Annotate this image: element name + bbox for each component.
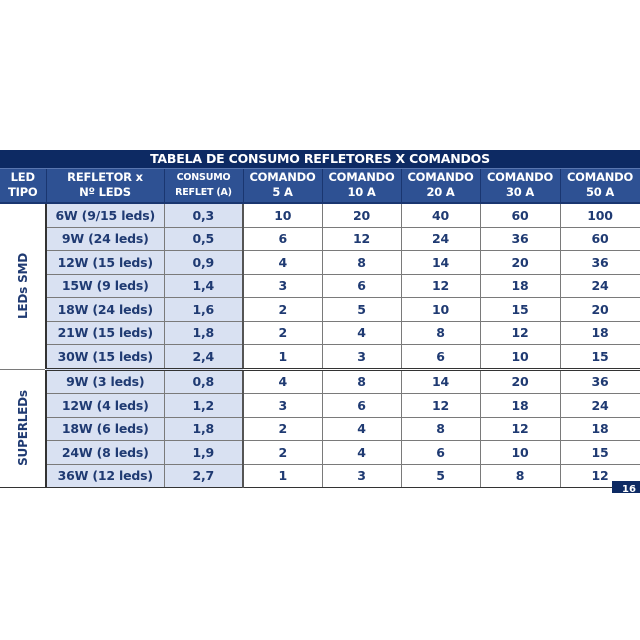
comando-20a-cell: 10 bbox=[401, 298, 480, 322]
comando-50a-cell: 15 bbox=[560, 345, 640, 370]
refletor-cell: 6W (9/15 leds) bbox=[46, 203, 164, 227]
comando-20a-cell: 40 bbox=[401, 203, 480, 227]
comando-10a-cell: 4 bbox=[322, 441, 401, 465]
comando-30a-cell: 12 bbox=[480, 321, 560, 345]
comando-30a-cell: 15 bbox=[480, 298, 560, 322]
refletor-cell: 36W (12 leds) bbox=[46, 464, 164, 488]
comando-50a-cell: 15 bbox=[560, 441, 640, 465]
refletor-cell: 15W (9 leds) bbox=[46, 274, 164, 298]
comando-5a-cell: 10 bbox=[243, 203, 322, 227]
consumo-cell: 1,9 bbox=[164, 441, 243, 465]
group-type-label: SUPERLEDs bbox=[15, 390, 30, 467]
comando-10a-cell: 4 bbox=[322, 417, 401, 441]
header-consumo: CONSUMO REFLET (A) bbox=[164, 169, 243, 203]
comando-30a-cell: 20 bbox=[480, 251, 560, 275]
table-title: TABELA DE CONSUMO REFLETORES X COMANDOS bbox=[0, 150, 640, 169]
table-row bbox=[0, 394, 640, 418]
table-row bbox=[0, 321, 640, 345]
comando-20a-cell: 12 bbox=[401, 274, 480, 298]
comando-20a-cell: 6 bbox=[401, 345, 480, 370]
refletor-cell: 24W (8 leds) bbox=[46, 441, 164, 465]
header-comando-10a: COMANDO 10 A bbox=[322, 169, 401, 203]
comando-10a-cell: 6 bbox=[322, 274, 401, 298]
comando-10a-cell: 3 bbox=[322, 345, 401, 370]
comando-30a-cell: 18 bbox=[480, 394, 560, 418]
comando-10a-cell: 8 bbox=[322, 251, 401, 275]
table-row bbox=[0, 369, 640, 394]
comando-30a-cell: 18 bbox=[480, 274, 560, 298]
table-row bbox=[0, 417, 640, 441]
comando-20a-cell: 5 bbox=[401, 464, 480, 488]
consumo-cell: 1,4 bbox=[164, 274, 243, 298]
consumo-cell: 0,5 bbox=[164, 227, 243, 251]
comando-30a-cell: 20 bbox=[480, 369, 560, 394]
refletor-cell: 9W (3 leds) bbox=[46, 369, 164, 394]
header-comando-20a: COMANDO 20 A bbox=[401, 169, 480, 203]
comando-5a-cell: 2 bbox=[243, 441, 322, 465]
comando-10a-cell: 4 bbox=[322, 321, 401, 345]
table-row bbox=[0, 464, 640, 488]
consumption-table-container bbox=[0, 150, 640, 488]
consumption-table bbox=[0, 169, 640, 488]
consumo-cell: 0,3 bbox=[164, 203, 243, 227]
comando-20a-cell: 24 bbox=[401, 227, 480, 251]
consumo-cell: 0,8 bbox=[164, 369, 243, 394]
comando-20a-cell: 14 bbox=[401, 251, 480, 275]
table-row bbox=[0, 274, 640, 298]
comando-20a-cell: 14 bbox=[401, 369, 480, 394]
comando-10a-cell: 8 bbox=[322, 369, 401, 394]
comando-20a-cell: 6 bbox=[401, 441, 480, 465]
comando-50a-cell: 18 bbox=[560, 321, 640, 345]
consumo-cell: 1,2 bbox=[164, 394, 243, 418]
comando-5a-cell: 2 bbox=[243, 321, 322, 345]
comando-5a-cell: 1 bbox=[243, 464, 322, 488]
comando-10a-cell: 3 bbox=[322, 464, 401, 488]
table-row bbox=[0, 441, 640, 465]
comando-5a-cell: 6 bbox=[243, 227, 322, 251]
comando-50a-cell: 100 bbox=[560, 203, 640, 227]
comando-5a-cell: 3 bbox=[243, 274, 322, 298]
comando-5a-cell: 4 bbox=[243, 369, 322, 394]
table-row bbox=[0, 251, 640, 275]
comando-50a-cell: 20 bbox=[560, 298, 640, 322]
header-row bbox=[0, 169, 640, 203]
comando-50a-cell: 36 bbox=[560, 369, 640, 394]
comando-20a-cell: 12 bbox=[401, 394, 480, 418]
comando-50a-cell: 12 bbox=[560, 464, 640, 488]
comando-10a-cell: 6 bbox=[322, 394, 401, 418]
refletor-cell: 30W (15 leds) bbox=[46, 345, 164, 370]
consumo-cell: 1,8 bbox=[164, 417, 243, 441]
group-type-label: LEDs SMD bbox=[15, 253, 30, 320]
table-row bbox=[0, 298, 640, 322]
group-type-cell bbox=[0, 369, 46, 488]
comando-20a-cell: 8 bbox=[401, 417, 480, 441]
comando-50a-cell: 60 bbox=[560, 227, 640, 251]
consumo-cell: 2,4 bbox=[164, 345, 243, 370]
comando-30a-cell: 60 bbox=[480, 203, 560, 227]
comando-30a-cell: 8 bbox=[480, 464, 560, 488]
comando-30a-cell: 12 bbox=[480, 417, 560, 441]
comando-5a-cell: 1 bbox=[243, 345, 322, 370]
comando-10a-cell: 20 bbox=[322, 203, 401, 227]
refletor-cell: 21W (15 leds) bbox=[46, 321, 164, 345]
group-type-cell bbox=[0, 203, 46, 369]
comando-30a-cell: 10 bbox=[480, 441, 560, 465]
refletor-cell: 9W (24 leds) bbox=[46, 227, 164, 251]
consumo-cell: 0,9 bbox=[164, 251, 243, 275]
header-comando-5a: COMANDO 5 A bbox=[243, 169, 322, 203]
comando-5a-cell: 2 bbox=[243, 298, 322, 322]
header-comando-30a: COMANDO 30 A bbox=[480, 169, 560, 203]
header-comando-50a: COMANDO 50 A bbox=[560, 169, 640, 203]
header-led-tipo: LED TIPO bbox=[0, 169, 46, 203]
comando-5a-cell: 2 bbox=[243, 417, 322, 441]
consumo-cell: 1,8 bbox=[164, 321, 243, 345]
table-row bbox=[0, 227, 640, 251]
comando-30a-cell: 10 bbox=[480, 345, 560, 370]
refletor-cell: 12W (15 leds) bbox=[46, 251, 164, 275]
consumo-cell: 2,7 bbox=[164, 464, 243, 488]
table-row bbox=[0, 345, 640, 370]
comando-30a-cell: 36 bbox=[480, 227, 560, 251]
refletor-cell: 12W (4 leds) bbox=[46, 394, 164, 418]
comando-5a-cell: 4 bbox=[243, 251, 322, 275]
comando-20a-cell: 8 bbox=[401, 321, 480, 345]
comando-50a-cell: 36 bbox=[560, 251, 640, 275]
comando-10a-cell: 12 bbox=[322, 227, 401, 251]
header-refletor: REFLETOR x Nº LEDS bbox=[46, 169, 164, 203]
table-row bbox=[0, 203, 640, 227]
page-number-badge: 16 bbox=[612, 481, 640, 493]
comando-50a-cell: 18 bbox=[560, 417, 640, 441]
comando-10a-cell: 5 bbox=[322, 298, 401, 322]
consumo-cell: 1,6 bbox=[164, 298, 243, 322]
comando-50a-cell: 24 bbox=[560, 394, 640, 418]
comando-5a-cell: 3 bbox=[243, 394, 322, 418]
refletor-cell: 18W (24 leds) bbox=[46, 298, 164, 322]
refletor-cell: 18W (6 leds) bbox=[46, 417, 164, 441]
comando-50a-cell: 24 bbox=[560, 274, 640, 298]
